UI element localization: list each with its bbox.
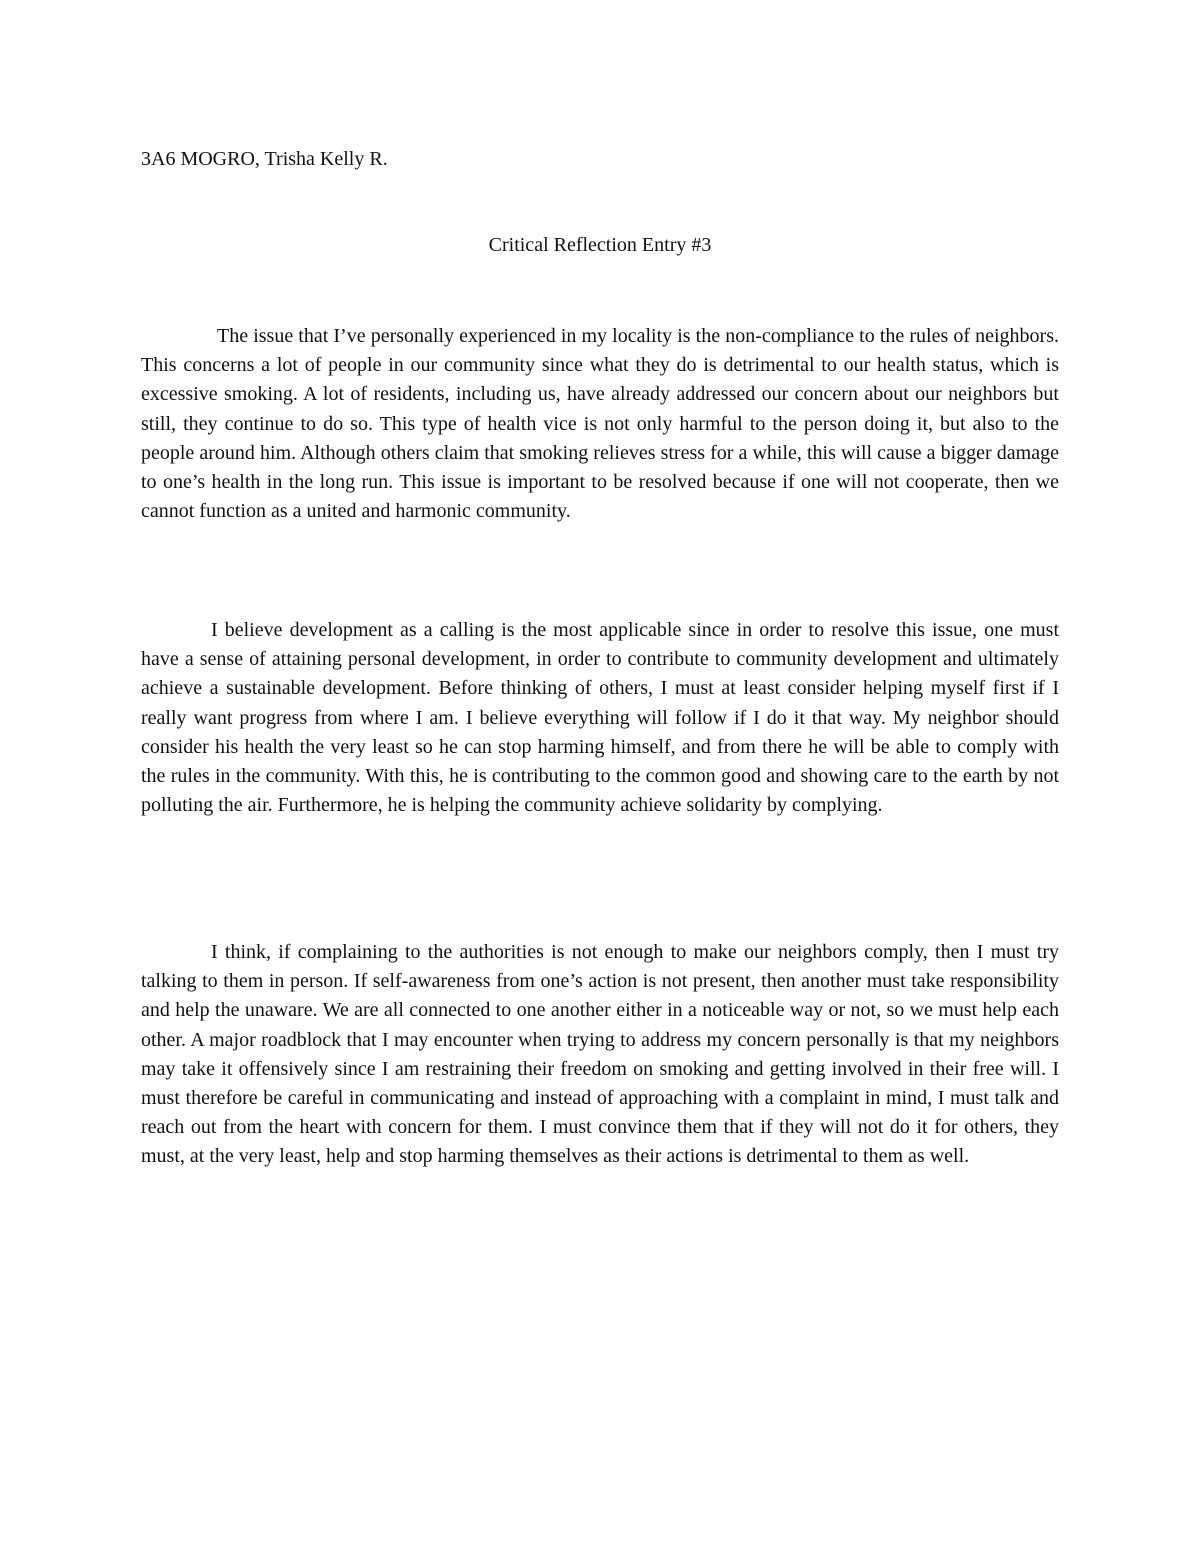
paragraph-3: I think, if complaining to the authorities is not enough to make our neighbors comply, then I must try talking to them in person. If self-awareness from one’s action is not present, then another must take responsibility and help the unaware. We are all connected to one another either in a noticeable way or not, so we must help each other. A major roadblock that I may encounter when trying to address my concern personally is that my neighbors may take it offensively since I am restraining their freedom on smoking and getting involved in their free will. I must therefore be careful in communicating and instead of approaching with a complaint in mind, I must talk and reach out from the heart with concern for them. I must convince them that if they will not do it for others, they must, at the very least, help and stop harming themselves as their actions is detrimental to them as well. bbox=[141, 941, 1059, 1168]
paragraph-1: The issue that I’ve personally experienced in my locality is the non-compliance to the rules of neighbors. This concerns a lot of people in our community since what they do is detrimental to our health status, which is excessive smoking. A lot of residents, including us, have already addressed our concern about our neighbors but still, they continue to do so. This type of health vice is not only harmful to the person doing it, but also to the people around him. Although others claim that smoking relieves stress for a while, this will cause a bigger damage to one’s health in the long run. This issue is important to be resolved because if one will not cooperate, then we cannot function as a united and harmonic community. bbox=[141, 325, 1059, 523]
paragraph-2: I believe development as a calling is the most applicable since in order to resolve this issue, one must have a sense of attaining personal development, in order to contribute to community development and ultimately achieve a sustainable development. Before thinking of others, I must at least consider helping myself first if I really want progress from where I am. I believe everything will follow if I do it that way. My neighbor should consider his health the very least so he can stop harming himself, and from there he will be able to comply with the rules in the community. With this, he is contributing to the common good and showing care to the earth by not polluting the air. Furthermore, he is helping the community achieve solidarity by complying. bbox=[141, 619, 1059, 817]
document-title: Critical Reflection Entry #3 bbox=[488, 234, 712, 256]
student-header: 3A6 MOGRO, Trisha Kelly R. bbox=[141, 148, 388, 170]
